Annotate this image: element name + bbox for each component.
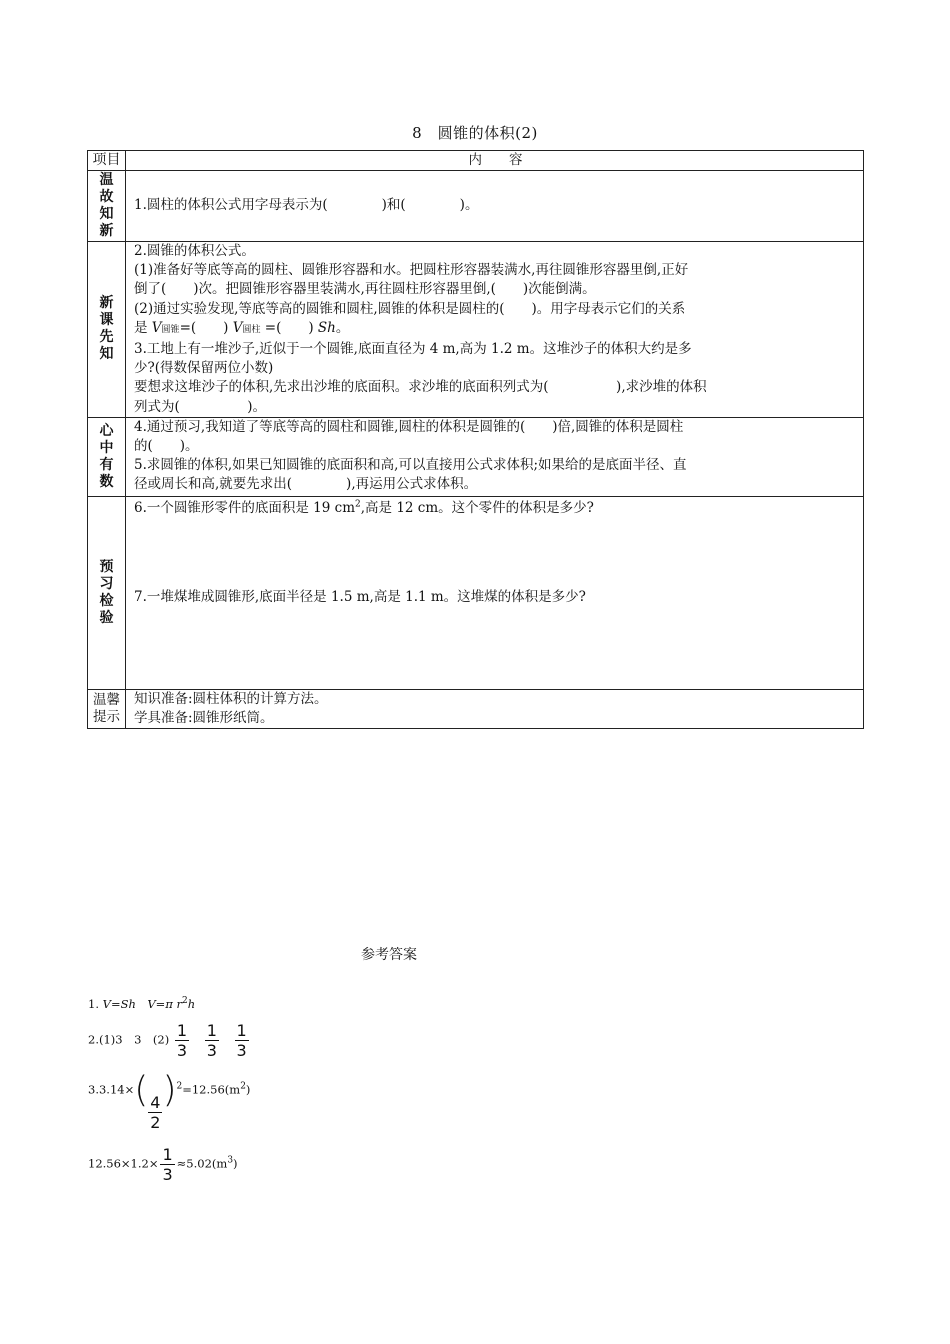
- fraction: $\frac{1}{3}$: [236, 1021, 247, 1060]
- fraction: $\frac{1}{3}$: [176, 1021, 188, 1060]
- question-3-line3: 要想求这堆沙子的体积,先求出沙堆的底面积。求沙堆的底面积列式为( ),求沙堆的体积: [134, 379, 707, 396]
- tip-knowledge: 知识准备:圆柱体积的计算方法。: [134, 690, 328, 707]
- question-2-title: 2.圆锥的体积公式。: [134, 243, 255, 259]
- row-label-understand: 心中有数: [99, 422, 114, 490]
- question-6: 6.一个圆锥形零件的底面积是 19 $cm^2$,高是 12 cm。这个零件的体积是多少?: [134, 499, 594, 516]
- question-2-2-line1: (2)通过实验发现,等底等高的圆锥和圆柱,圆锥的体积是圆柱的( )。用字母表示它们的关系: [134, 300, 686, 317]
- answer-3: 3.3.14×( $\frac{4}{2}$ )$^2=12.56(m^2)$: [88, 1069, 251, 1132]
- row-label-tips: 温馨提示: [93, 692, 120, 726]
- question-7: 7.一堆煤堆成圆锥形,底面半径是 1.5 m,高是 1.1 m。这堆煤的体积是多少?: [134, 589, 586, 606]
- question-5-line2: 径或周长和高,就要先求出( ),再运用公式求体积。: [134, 476, 478, 493]
- answer-1: 1. V=Sh V=π $r^2h$: [88, 996, 196, 1011]
- question-1: 1.圆柱的体积公式用字母表示为( )和( )。: [134, 197, 479, 214]
- table-row: [88, 689, 864, 728]
- fraction: $\frac{1}{3}$: [162, 1145, 173, 1184]
- fraction: $\frac{1}{3}$: [206, 1021, 217, 1060]
- table-header-row: [88, 151, 864, 171]
- question-3-line4: 列式为( )。: [134, 398, 267, 415]
- header-content: 内 容: [126, 151, 864, 171]
- worksheet-table: [87, 150, 864, 729]
- table-row: [88, 496, 864, 689]
- answers-title: 参考答案: [361, 947, 417, 963]
- question-2-1-line1: (1)准备好等底等高的圆柱、圆锥形容器和水。把圆柱形容器装满水,再往圆锥形容器里倒,正好: [134, 262, 689, 279]
- question-4-line2: 的( )。: [134, 438, 199, 455]
- question-4-line1: 4.通过预习,我知道了等底等高的圆柱和圆锥,圆柱的体积是圆锥的( )倍,圆锥的体积是圆柱: [134, 418, 684, 435]
- question-3-line2: 少?(得数保留两位小数): [134, 360, 274, 377]
- question-3-line1: 3.工地上有一堆沙子,近似于一个圆锥,底面直径为 4 m,高为 1.2 m。这堆沙子的体积大约是多: [134, 341, 692, 358]
- answer-4: 12.56×1.2× $\frac{1}{3}$ $\approx 5.02(m^3)$: [88, 1145, 238, 1184]
- header-item: 项目: [88, 151, 126, 171]
- fraction: $\frac{4}{2}$: [150, 1093, 161, 1132]
- table-row: [88, 242, 864, 418]
- answer-2: 2.(1)3 3 (2) $\frac{1}{3}$ $\frac{1}{3}$ $\frac{1}{3}$: [88, 1021, 247, 1060]
- row-label-preview-check: 预习检验: [99, 558, 114, 626]
- question-5-line1: 5.求圆锥的体积,如果已知圆锥的底面积和高,可以直接用公式求体积;如果给的是底面半径、直: [134, 457, 687, 474]
- table-row: [88, 171, 864, 242]
- page-title: 8 圆锥的体积(2): [412, 124, 538, 142]
- row-label-review: 温故知新: [99, 172, 114, 239]
- tip-tools: 学具准备:圆锥形纸筒。: [134, 710, 274, 727]
- row-label-new-lesson: 新课先知: [99, 295, 114, 363]
- table-row: [88, 417, 864, 496]
- question-2-2-formula: 是 V圆锥=( ) V圆柱 =( ) Sh。: [134, 319, 350, 336]
- question-2-1-line2: 倒了( )次。把圆锥形容器里装满水,再往圆柱形容器里倒,( )次能倒满。: [134, 281, 596, 298]
